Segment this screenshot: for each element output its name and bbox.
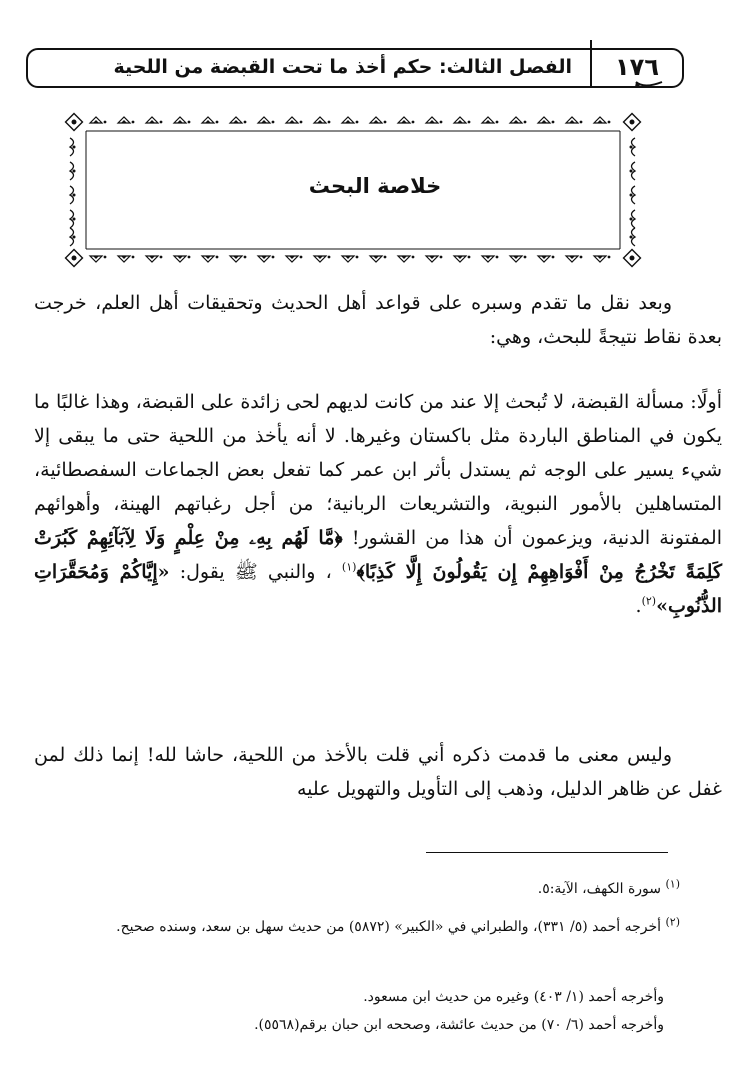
frame-top-border <box>90 117 610 123</box>
footnote-2-line-3: وأخرجه أحمد (٦/ ٧٠) من حديث عائشة، وصححه ابن حبان برقم(٥٥٦٨). <box>254 1017 664 1033</box>
quran-verse: ﴿مَّا لَهُم بِهِۦ مِنْ عِلْمٍ وَلَا لِآبَآئِهِمْ كَبُرَتْ كَلِمَةً تَخْرُجُ مِنْ أَفْوَاهِهِمْ إِن يَقُولُونَ إِلَّا كَذِبًا﴾ <box>34 527 723 583</box>
first-point-text: أولًا: مسألة القبضة، لا تُبحث إلا عند من كانت لديهم لحى زائدة على القبضة، وهذا غالبًا ما يكون في المناطق الباردة مثل باكستان وغيرها. لا أنه يأخذ من اللحية حتى ما يبقى إلا شيء يسير على الوجه ثم يستدل بأثر ابن عمر كما تفعل بعض الجماعات السفصطائية، المتساهلين بالأمور النبوية، والتشريعات الربانية؛ من أجل رغباتهم الهينة، وأهوائهم المفتونة الدنية، ويزعمون أن هذا من القشور! <box>34 391 722 549</box>
frame-bottom-border <box>90 256 610 262</box>
paragraph-intro: وبعد نقل ما تقدم وسبره على قواعد أهل الحديث وتحقيقات أهل العلم، خرجت بعدة نقاط نتيجةً للبحث، وهي: <box>34 292 722 348</box>
footnote-2-marker: (٢) <box>665 915 680 929</box>
header-divider <box>590 40 592 88</box>
footnote-separator <box>426 852 668 853</box>
footnote-1 <box>30 876 680 902</box>
chapter-title: الفصل الثالث: حكم أخذ ما تحت القبضة من اللحية <box>113 56 572 78</box>
footnote-1-marker: (١) <box>665 877 680 891</box>
footnote-2 <box>30 914 680 940</box>
paragraph-first-point <box>34 385 722 623</box>
prophet-mention: ، والنبي ﷺ يقول: <box>179 561 332 583</box>
hadith-quote: «إِيَّاكُمْ وَمُحَقَّرَاتِ الذُّنُوبِ» <box>34 561 722 617</box>
footnote-ref-1: (١) <box>341 560 357 574</box>
footnote-2-text: أخرجه أحمد (٥/ ٣٣١)، والطبراني في «الكبير» (٥٨٧٢) من حديث سهل بن سعد، وسنده صحيح. <box>116 919 662 935</box>
footnote-2-line-2: وأخرجه أحمد (١/ ٤٠٣) وغيره من حديث ابن مسعود. <box>363 989 664 1005</box>
header-hook-ornament <box>634 80 664 90</box>
footnote-1-text: سورة الكهف، الآية:٥. <box>537 881 662 897</box>
footnote-ref-2: (٢) <box>641 594 657 608</box>
sentence-end: . <box>635 595 642 617</box>
running-header <box>26 48 684 88</box>
paragraph-clarification: وليس معنى ما قدمت ذكره أني قلت بالأخذ من اللحية، حاشا لله! إنما ذلك لمن غفل عن ظاهر الدليل، وذهب إلى التأويل والتهويل عليه <box>34 744 722 800</box>
section-title: خلاصة البحث <box>308 174 442 198</box>
page-number: ١٧٦ <box>615 53 659 81</box>
